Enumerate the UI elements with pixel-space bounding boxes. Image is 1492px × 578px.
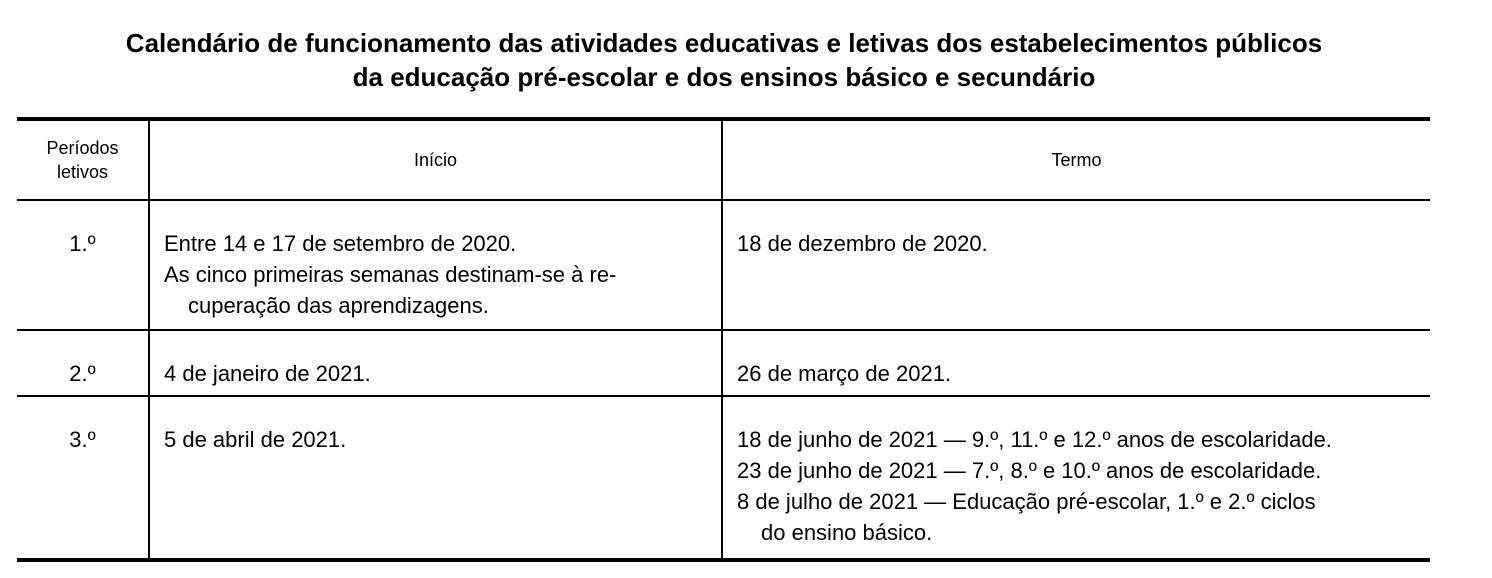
end-text-line: 26 de março de 2021. [737, 361, 952, 386]
end-text-line: 23 de junho de 2021 — 7.º, 8.º e 10.º anos de escolaridade. [737, 458, 1322, 483]
end-cell [722, 330, 1430, 396]
table-row [17, 200, 1430, 330]
end-cell [722, 200, 1430, 330]
start-text-line: 5 de abril de 2021. [164, 427, 347, 452]
header-period [17, 119, 149, 200]
period-cell: 1.º [17, 200, 149, 330]
period-cell: 3.º [17, 396, 149, 560]
period-cell: 2.º [17, 330, 149, 396]
end-text-line: 8 de julho de 2021 — Educação pré-escolar, 1.º e 2.º ciclos [737, 489, 1316, 514]
end-text-line: do ensino básico. [761, 520, 933, 545]
header-period-line-1: Períodos [46, 138, 119, 158]
start-text-line: cuperação das aprendizagens. [188, 293, 489, 318]
end-cell [722, 396, 1430, 560]
start-cell [149, 200, 722, 330]
end-text-line: 18 de dezembro de 2020. [737, 231, 988, 256]
start-cell [149, 396, 722, 560]
start-text-line: 4 de janeiro de 2021. [164, 361, 371, 386]
title-line-2: da educação pré-escolar e dos ensinos básico e secundário [352, 62, 1096, 92]
header-end: Termo [722, 119, 1430, 200]
header-start: Início [149, 119, 722, 200]
start-text-line: Entre 14 e 17 de setembro de 2020. [164, 231, 517, 256]
title-line-1: Calendário de funcionamento das atividades educativas e letivas dos estabelecimentos públicos [125, 28, 1323, 58]
table-row [17, 330, 1430, 396]
end-text-line: 18 de junho de 2021 — 9.º, 11.º e 12.º anos de escolaridade. [737, 427, 1332, 452]
start-cell [149, 330, 722, 396]
document-title [0, 26, 1448, 94]
calendar-table [17, 117, 1430, 562]
header-row [17, 119, 1430, 200]
start-text-line: As cinco primeiras semanas destinam-se à re- [164, 262, 617, 287]
table-row [17, 396, 1430, 560]
header-period-line-2: letivos [56, 162, 109, 182]
